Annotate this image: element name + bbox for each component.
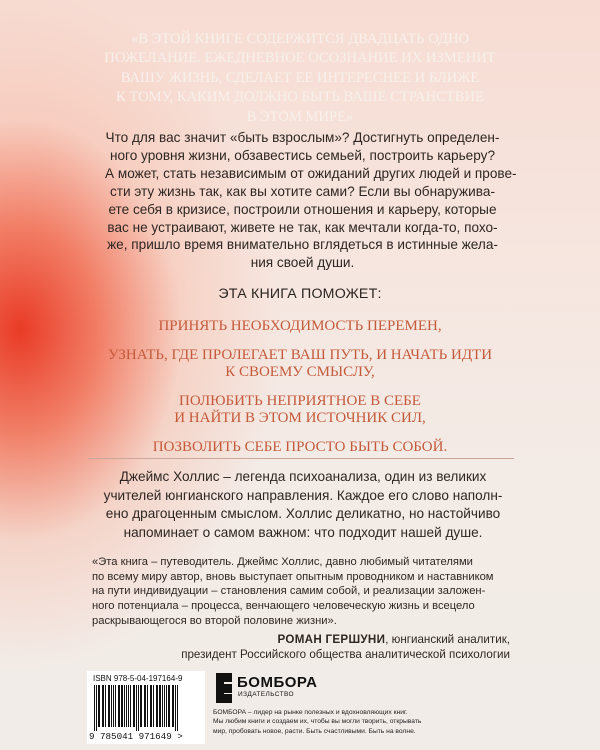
reviewer-signature: [90, 632, 510, 662]
intro-line: ного уровня жизни, обзавестись семьей, построить карьеру?: [109, 147, 496, 163]
quote-line: ВАШУ ЖИЗНЬ, СДЕЛАЕТ ЕЕ ИНТЕРЕСНЕЕ И БЛИЖЕ: [120, 69, 480, 86]
barcode-bar: [115, 685, 116, 727]
helps-item: [80, 347, 520, 382]
helps-item-line: И НАЙТИ В ЭТОМ ИСТОЧНИК СИЛ,: [174, 410, 426, 426]
helps-item-line: ПОЛЮБИТЬ НЕПРИЯТНОЕ В СЕБЕ: [179, 392, 421, 409]
barcode-bar: [118, 685, 120, 727]
barcode-bar: [108, 685, 110, 727]
headline-quote: [95, 30, 505, 127]
barcode-bar: [111, 685, 112, 727]
review-line: по всему миру автор, вновь выступает опытным проводником и наставником: [92, 570, 494, 583]
isbn-number: ISBN 978-5-04-197164-9: [93, 674, 183, 683]
barcode-bar: [128, 685, 129, 727]
review-line: ного потенциала – процесса, венчающего человеческую жизнь и всецело: [92, 600, 475, 613]
barcode-bar: [136, 685, 137, 731]
barcode-bar: [98, 685, 100, 727]
reviewer-name: РОМАН ГЕРШУНИ: [277, 633, 386, 646]
author-line: учителей юнгианского направления. Каждое его слово наполн-: [103, 487, 503, 503]
barcode-bar: [105, 685, 106, 727]
helps-item-line: К СВОЕМУ СМЫСЛУ,: [225, 364, 375, 380]
publisher-logo: [213, 671, 333, 707]
intro-line: А может, стать независимым от ожиданий других людей и прове-: [105, 165, 517, 181]
barcode-bar: [177, 685, 178, 731]
review-line: на пути индивидуации – становления самим собой, и реализации заложен-: [92, 585, 486, 598]
barcode-bar: [138, 685, 139, 731]
barcode-bar: [126, 685, 127, 727]
barcode-bar: [130, 685, 131, 727]
intro-line: вас не устраивают, живете не так, как мечтали когда-то, похо-: [107, 219, 498, 235]
barcode-bar: [172, 685, 174, 727]
review-line: «Эта книга – путеводитель. Джеймс Холлис, давно любимый читателями: [92, 556, 473, 568]
helps-item-line: УЗНАТЬ, ГДЕ ПРОЛЕГАЕТ ВАШ ПУТЬ, И НАЧАТЬ ИДТИ: [107, 346, 493, 363]
helps-item: [80, 439, 520, 457]
publisher-name: БОМБОРА: [237, 674, 318, 691]
barcode-bar: [159, 685, 161, 727]
reviewer-role: , юнгианский аналитик,: [385, 633, 510, 646]
reviewer-line-1: [90, 632, 510, 647]
barcode-bar: [153, 685, 154, 727]
publisher-blurb: [213, 708, 523, 736]
helps-item: [80, 393, 520, 428]
isbn-barcode: [87, 671, 205, 744]
barcode-bar: [156, 685, 158, 727]
helps-heading: ЭТА КНИГА ПОМОЖЕТ:: [218, 286, 382, 302]
publisher-logo-icon: [213, 671, 235, 705]
author-line: Джеймс Холлис – легенда психоанализа, один из великих: [119, 469, 487, 484]
author-line: ено драгоценным смыслом. Холлис деликатно, но настойчиво: [105, 506, 501, 521]
intro-line: же, пришло время внимательно вглядеться в истинные жела-: [107, 237, 498, 253]
barcode-bar: [133, 685, 135, 727]
review-quote: [92, 555, 512, 629]
helps-item-line: ПРИНЯТЬ НЕОБХОДИМОСТЬ ПЕРЕМЕН,: [158, 318, 442, 334]
helps-item: [80, 318, 520, 336]
publisher-line: мир, пробовать новое, расти. Быть счастливыми. Быть на волне.: [213, 727, 416, 735]
intro-line: ете себя в кризисе, построили отношения и карьеру, которые: [108, 201, 497, 217]
helps-list: [80, 318, 520, 467]
barcode-bars: [93, 685, 199, 731]
barcode-bar: [168, 685, 170, 727]
quote-line: В ЭТОМ МИРЕ»: [246, 108, 354, 125]
section-divider: [88, 458, 514, 459]
review-line: раскрывающегося во второй половине жизни».: [92, 614, 337, 627]
barcode-bar: [144, 685, 146, 727]
barcode-bar: [147, 685, 148, 727]
barcode-bar: [94, 685, 95, 731]
intro-line: Что для вас значит «быть взрослым»? Достигнуть определен-: [105, 130, 500, 145]
barcode-bar: [166, 685, 167, 727]
barcode-bar: [113, 685, 114, 727]
barcode-bar: [124, 685, 125, 727]
author-paragraph: [98, 468, 508, 542]
barcode-bar: [164, 685, 165, 727]
barcode-bar: [102, 685, 104, 727]
author-line: напоминает о самом важном: что подходит нашей душе.: [123, 524, 483, 540]
quote-line: «В ЭТОЙ КНИГЕ СОДЕРЖИТСЯ ДВАДЦАТЬ ОДНО: [130, 31, 470, 47]
helps-item-line: ПОЗВОЛИТЬ СЕБЕ ПРОСТО БЫТЬ СОБОЙ.: [152, 438, 448, 455]
intro-line: сти эту жизнь так, как вы хотите сами? Если вы обнаруживa-: [109, 183, 496, 199]
publisher-sub: ИЗДАТЕЛЬСТВО: [238, 691, 294, 698]
intro-paragraph: [105, 129, 517, 272]
barcode-digits: 9 785041 971649 >: [89, 731, 183, 742]
barcode-bar: [162, 685, 163, 727]
barcode-bar: [96, 685, 97, 731]
barcode-bar: [121, 685, 123, 727]
barcode-bar: [175, 685, 176, 731]
publisher-line: БОМБОРА – лидер на рынке полезных и вдохновляющих книг.: [213, 709, 408, 716]
barcode-bar: [150, 685, 152, 727]
quote-line: К ТОМУ, КАКИМ ДОЛЖНО БЫТЬ ВАШЕ СТРАНСТВИЕ: [115, 89, 484, 106]
barcode-bar: [140, 685, 142, 727]
reviewer-line-2: президент Российского общества аналитической психологии: [181, 648, 510, 661]
publisher-line: Мы любим книги и создаем их, чтобы вы могли творить, открывать: [213, 718, 422, 726]
intro-line: ния своей души.: [250, 255, 355, 271]
quote-line: ПОЖЕЛАНИЕ. ЕЖЕДНЕВНОЕ ОСОЗНАНИЕ ИХ ИЗМЕНИТ: [104, 50, 496, 67]
